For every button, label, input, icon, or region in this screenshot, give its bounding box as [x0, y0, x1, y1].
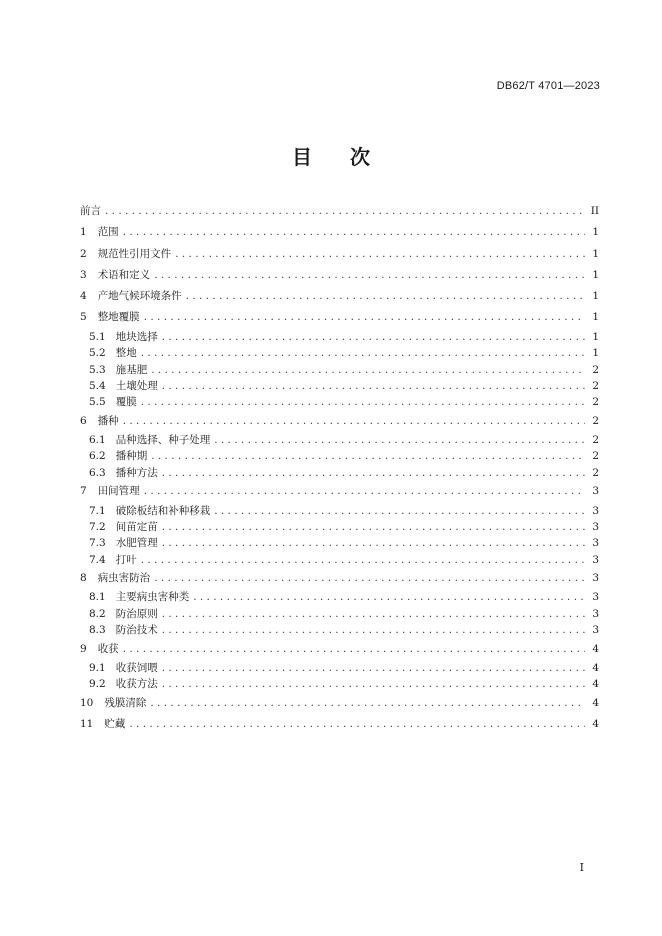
toc-entry-number: 8.1 — [89, 591, 106, 604]
toc-leader-dots — [129, 714, 585, 735]
toc-leader-dots — [162, 606, 585, 622]
toc-leader-dots — [162, 465, 585, 481]
toc-entry-page: 2 — [592, 414, 599, 427]
toc-leader-dots — [123, 639, 585, 660]
toc-entry-number: 7.1 — [89, 504, 106, 517]
toc-leader-dots — [162, 329, 585, 345]
toc-entry[interactable] — [80, 265, 599, 286]
toc-leader-dots — [141, 552, 585, 568]
toc-entry[interactable] — [80, 201, 599, 222]
toc-entry-number: 6.1 — [89, 434, 106, 447]
toc-entry-page: 3 — [592, 591, 599, 604]
toc-entry-label: 施基肥 — [115, 363, 148, 376]
toc-title-part1: 目 — [292, 145, 312, 169]
toc-entry-label: 残膜清除 — [104, 696, 147, 709]
toc-leader-dots — [162, 660, 585, 676]
toc-leader-dots — [144, 307, 585, 328]
toc-entry[interactable] — [80, 639, 599, 660]
toc-entry[interactable] — [80, 345, 599, 361]
toc-leader-dots — [105, 201, 585, 222]
toc-entry[interactable] — [80, 222, 599, 243]
toc-entry-label: 范围 — [97, 226, 119, 239]
toc-entry[interactable] — [80, 676, 599, 692]
toc-leader-dots — [123, 411, 585, 432]
toc-entry[interactable] — [80, 394, 599, 410]
toc-entry-number: 6.3 — [89, 466, 106, 479]
toc-title — [0, 141, 662, 170]
toc-entry-label: 土壤处理 — [115, 379, 158, 392]
toc-entry-page: 2 — [592, 363, 599, 376]
toc-entry[interactable] — [80, 448, 599, 464]
toc-entry[interactable] — [80, 329, 599, 345]
toc-entry-page: 3 — [592, 537, 599, 550]
toc-entry-page: 2 — [592, 396, 599, 409]
toc-leader-dots — [214, 503, 585, 519]
toc-entry-page: 4 — [592, 642, 599, 655]
toc-entry-page: 4 — [592, 678, 599, 691]
toc-entry-number: 5.4 — [89, 379, 106, 392]
toc-entry-page: 3 — [592, 572, 599, 585]
toc-entry-number: 9.2 — [89, 678, 106, 691]
toc-leader-dots — [186, 286, 585, 307]
toc-entry-label: 主要病虫害种类 — [115, 591, 190, 604]
toc-entry[interactable] — [80, 503, 599, 519]
toc-leader-dots — [193, 589, 585, 605]
toc-entry[interactable] — [80, 568, 599, 589]
page-number: I — [579, 861, 584, 874]
toc-entry-page: 1 — [592, 330, 599, 343]
toc-leader-dots — [151, 448, 585, 464]
toc-leader-dots — [154, 265, 585, 286]
toc-leader-dots — [141, 345, 585, 361]
document-code: DB62/T 4701—2023 — [496, 80, 600, 92]
toc-entry-page: 4 — [592, 661, 599, 674]
toc-leader-dots — [214, 432, 585, 448]
toc-entry[interactable] — [80, 606, 599, 622]
toc-entry-label: 产地气候环境条件 — [97, 290, 182, 303]
toc-entry[interactable] — [80, 481, 599, 502]
toc-entry-page: 2 — [592, 434, 599, 447]
toc-entry-page: 2 — [592, 466, 599, 479]
toc-entry-number: 5.1 — [89, 330, 106, 343]
toc-entry-number: 5.2 — [89, 347, 106, 360]
toc-entry-label: 覆膜 — [115, 396, 137, 409]
toc-entry-label: 田间管理 — [97, 485, 140, 498]
toc-entry-page: II — [590, 205, 599, 217]
toc-entry[interactable] — [80, 432, 599, 448]
toc-leader-dots — [150, 693, 585, 714]
toc-leader-dots — [144, 481, 585, 502]
toc-title-part2: 次 — [350, 145, 370, 169]
toc-entry-number: 7.3 — [89, 537, 106, 550]
toc-entry-page: 1 — [592, 347, 599, 360]
toc-entry-label: 规范性引用文件 — [97, 247, 172, 260]
toc-entry-label: 播种方法 — [115, 466, 158, 479]
toc-leader-dots — [175, 244, 585, 265]
toc-entry[interactable] — [80, 244, 599, 265]
toc-entry[interactable] — [80, 362, 599, 378]
toc-entry-number: 4 — [80, 290, 87, 303]
toc-entry-label: 水肥管理 — [115, 537, 158, 550]
toc-entry-number: 5 — [80, 311, 87, 324]
toc-entry-number: 8.3 — [89, 624, 106, 637]
toc-entry-number: 5.5 — [89, 396, 106, 409]
toc-entry-number: 2 — [80, 247, 87, 260]
toc-entry-page: 2 — [592, 379, 599, 392]
toc-entry[interactable] — [80, 378, 599, 394]
toc-entry-label: 地块选择 — [115, 330, 158, 343]
toc-entry-label: 整地 — [115, 347, 137, 360]
toc-entry-label: 打叶 — [115, 553, 137, 566]
toc-entry-number: 3 — [80, 268, 87, 281]
toc-entry[interactable] — [80, 465, 599, 481]
toc-entry-number: 7.4 — [89, 553, 106, 566]
toc-entry-page: 3 — [592, 624, 599, 637]
toc-leader-dots — [162, 519, 585, 535]
toc-entry-number: 6 — [80, 414, 87, 427]
toc-entry-page: 1 — [592, 268, 599, 281]
toc-leader-dots — [151, 362, 585, 378]
toc-entry-page: 3 — [592, 553, 599, 566]
toc-entry[interactable] — [80, 411, 599, 432]
toc-entry[interactable] — [80, 693, 599, 714]
toc-entry-number: 11 — [80, 717, 94, 730]
toc-entry[interactable] — [80, 307, 599, 328]
toc-leader-dots — [123, 222, 585, 243]
toc-entry-number: 9 — [80, 642, 87, 655]
toc-entry-page: 3 — [592, 607, 599, 620]
table-of-contents — [80, 201, 599, 735]
toc-entry-number: 8 — [80, 572, 87, 585]
toc-entry-number: 7 — [80, 485, 87, 498]
toc-entry-page: 1 — [592, 247, 599, 260]
toc-entry-number: 7.2 — [89, 520, 106, 533]
toc-entry-page: 1 — [592, 226, 599, 239]
toc-entry-label: 病虫害防治 — [97, 572, 151, 585]
toc-entry[interactable] — [80, 519, 599, 535]
toc-entry-page: 3 — [592, 504, 599, 517]
toc-entry[interactable] — [80, 552, 599, 568]
toc-leader-dots — [141, 394, 585, 410]
toc-entry-page: 4 — [592, 717, 599, 730]
toc-entry-label: 防治技术 — [115, 624, 158, 637]
toc-entry-label: 前言 — [80, 205, 101, 217]
toc-entry-label: 收获饲喂 — [115, 661, 158, 674]
toc-entry-label: 品种选择、种子处理 — [115, 434, 211, 447]
toc-entry-page: 3 — [592, 520, 599, 533]
toc-entry[interactable] — [80, 660, 599, 676]
toc-entry-label: 防治原则 — [115, 607, 158, 620]
toc-leader-dots — [162, 676, 585, 692]
toc-entry-number: 5.3 — [89, 363, 106, 376]
toc-entry-page: 3 — [592, 485, 599, 498]
toc-entry-page: 4 — [592, 696, 599, 709]
toc-entry[interactable] — [80, 622, 599, 638]
toc-leader-dots — [162, 622, 585, 638]
toc-entry-number: 1 — [80, 226, 87, 239]
toc-entry-label: 破除板结和补种移栽 — [115, 504, 211, 517]
toc-entry-number: 8.2 — [89, 607, 106, 620]
toc-entry-label: 术语和定义 — [97, 268, 151, 281]
toc-entry-label: 收获 — [97, 642, 119, 655]
toc-entry-label: 收获方法 — [115, 678, 158, 691]
toc-entry-page: 1 — [592, 311, 599, 324]
toc-entry-number: 9.1 — [89, 661, 106, 674]
toc-entry-label: 贮藏 — [104, 717, 126, 730]
toc-entry[interactable] — [80, 286, 599, 307]
toc-leader-dots — [154, 568, 585, 589]
toc-entry-label: 间苗定苗 — [115, 520, 158, 533]
toc-entry-label: 整地覆膜 — [97, 311, 140, 324]
toc-entry[interactable] — [80, 589, 599, 605]
toc-entry-number: 10 — [80, 696, 94, 709]
toc-entry[interactable] — [80, 535, 599, 551]
toc-leader-dots — [162, 535, 585, 551]
toc-entry[interactable] — [80, 714, 599, 735]
toc-entry-label: 播种期 — [115, 450, 148, 463]
toc-entry-page: 2 — [592, 450, 599, 463]
toc-entry-number: 6.2 — [89, 450, 106, 463]
toc-leader-dots — [162, 378, 585, 394]
toc-entry-label: 播种 — [97, 414, 119, 427]
toc-entry-page: 1 — [592, 290, 599, 303]
